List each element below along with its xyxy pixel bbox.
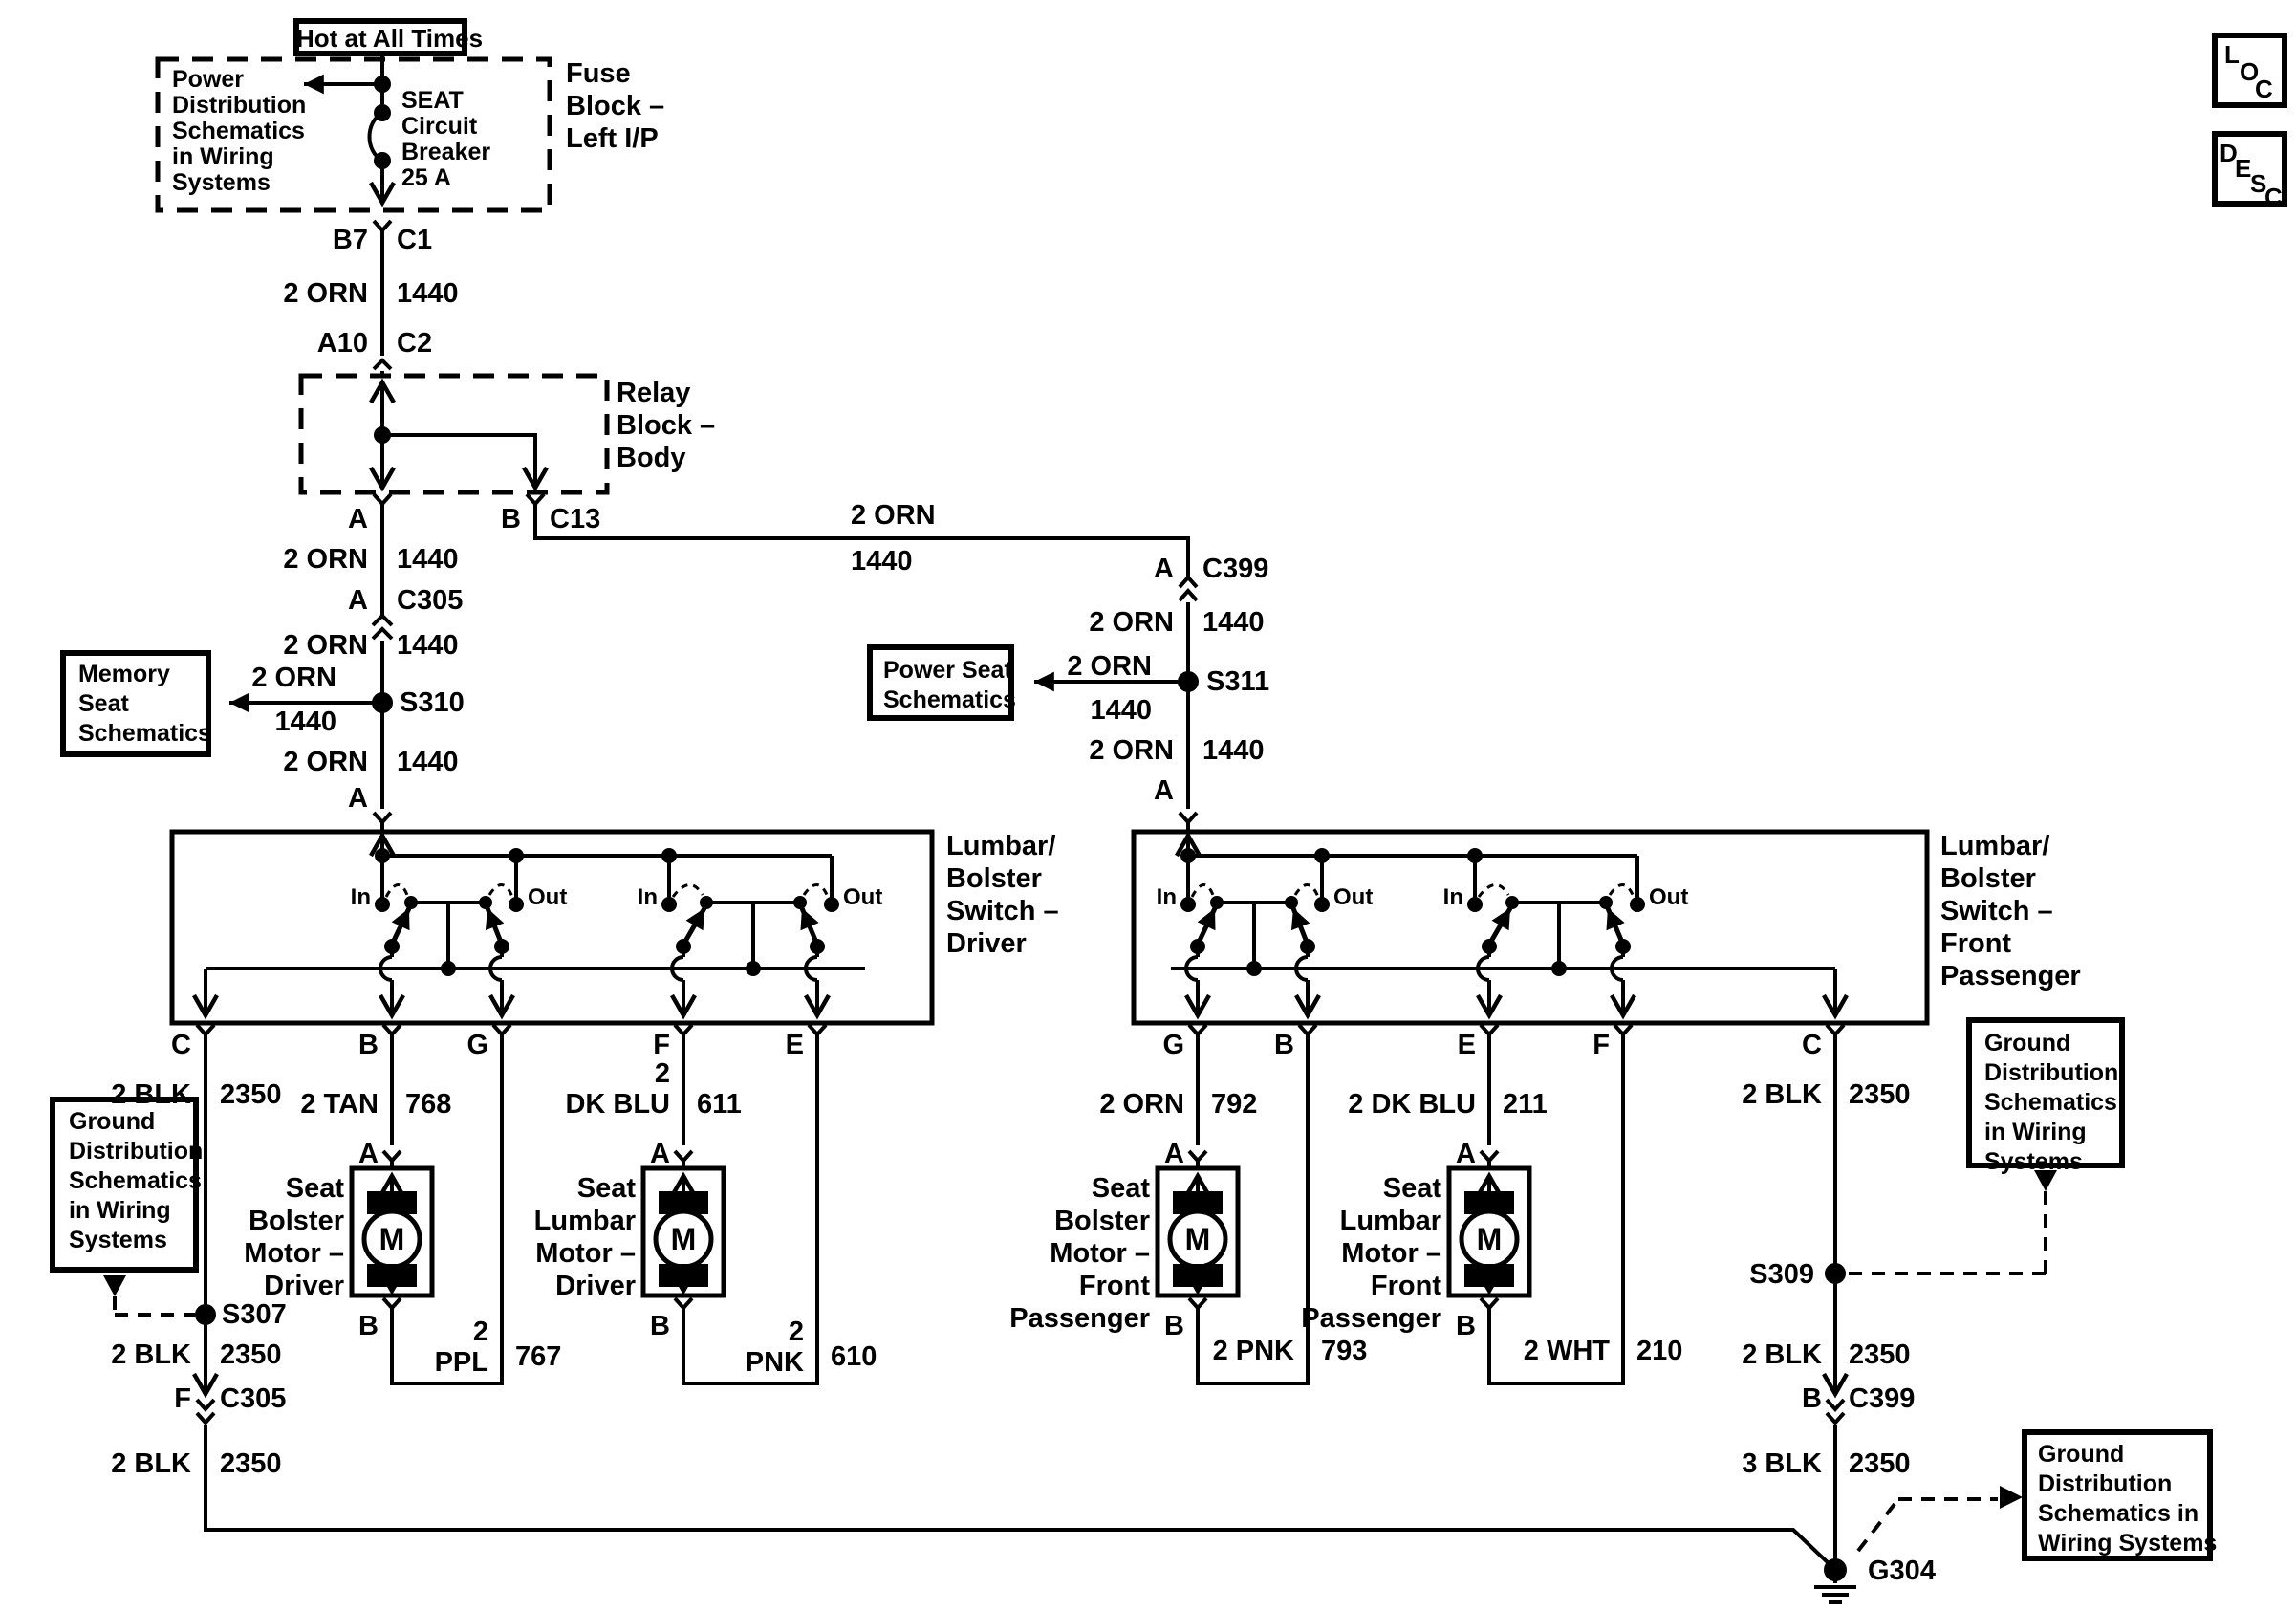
fuse-block-title: Fuse [566,58,631,89]
memory-seat-ref-line: Seat [78,690,129,717]
wire-color-label: 2 DK BLU [1348,1089,1476,1120]
desc-letter: C [2264,183,2283,211]
wire-color-label: 2 BLK [111,1079,191,1110]
motor-pin-a-label: A [650,1139,670,1169]
passenger-switch-outline [1134,832,1927,1023]
connector-c305-label: C305 [220,1383,287,1414]
connector-c1-label: C1 [397,225,433,255]
passenger-switch-title: Front [1940,928,2012,959]
connector-c2-label: C2 [397,328,433,359]
wire-color-label: 2 ORN [283,747,368,777]
switch-out-label: Out [843,884,883,910]
switch-in-label: In [1442,884,1463,910]
ground-ref-line: in Wiring [69,1197,171,1224]
wire-circuit-label: 792 [1211,1089,1258,1120]
wire-color-label: 2 ORN [283,544,368,575]
desc-letter: D [2220,139,2238,167]
wire-circuit-label: 1440 [397,278,459,309]
fuse-block-title: Block – [566,91,665,121]
passenger-switch-title: Bolster [1940,863,2036,894]
wire-color-label: 2 ORN [1067,651,1152,682]
power-dist-ref-line: Systems [172,169,271,196]
wire-color-label: 2 BLK [1742,1339,1822,1370]
lumbar-motor-driver-title: Lumbar [533,1206,636,1236]
wire-circuit-label: 1440 [397,747,459,777]
splice-s310-label: S310 [400,687,465,718]
ground-ref-line: Ground [69,1108,156,1135]
bolster-motor-driver-title: Bolster [249,1206,344,1236]
ground-ref-line: Schematics [69,1167,202,1194]
lumbar-motor-passenger-title: Lumbar [1339,1206,1441,1236]
bolster-motor-passenger-title: Seat [1091,1173,1150,1204]
passenger-pin-c-label: C [1802,1030,1822,1060]
connector-c13-label: C13 [550,504,601,534]
power-dist-ref-line: in Wiring [172,143,274,170]
pin-a-label: A [348,585,368,616]
ground-ref-line: Distribution [2038,1470,2173,1497]
pin-f-label: F [174,1383,191,1414]
passenger-switch-title: Passenger [1940,961,2081,991]
wire-circuit-label: 1440 [1202,735,1265,766]
driver-pin-b-label: B [358,1030,379,1060]
ground-ref-line: Ground [2038,1441,2125,1468]
lumbar-motor-passenger-title: Seat [1382,1173,1441,1204]
passenger-switch-title: Switch – [1940,896,2053,926]
memory-seat-ref-line: Memory [78,661,170,687]
relay-block-outline [301,376,607,504]
feed-wire [374,221,391,377]
driver-pin-c-label: C [171,1030,191,1060]
motor-m-letter: M [670,1222,697,1256]
wire-circuit-label: 1440 [274,707,336,737]
pin-a-label: A [1154,554,1174,584]
wire-color-label: PNK [745,1347,804,1378]
ground-g304-label: G304 [1868,1556,1936,1586]
power-seat-ref-line: Power Seat [883,657,1012,684]
wire-circuit-label: 768 [405,1089,452,1120]
switch-in-label: In [1156,884,1177,910]
pin-a10-label: A10 [316,328,368,359]
loc-letter: O [2240,57,2260,86]
pin-b7-label: B7 [332,225,368,255]
pin-a-label: A [348,783,368,814]
wire-circuit-label: 1440 [397,544,459,575]
fuse-block-title: Left I/P [566,123,659,154]
driver-switch-outline [172,832,932,1023]
bolster-motor-driver-title: Seat [285,1173,344,1204]
motor-pin-a-label: A [1456,1139,1476,1169]
wire-circuit-label: 1440 [1202,607,1265,638]
ground-ref-line: Ground [1984,1030,2071,1056]
ground-ref-line: Distribution [1984,1059,2119,1086]
memory-seat-ref-line: Schematics [78,720,211,747]
wire-circuit-label: 210 [1636,1336,1683,1366]
circuit-breaker-label: 25 A [401,164,451,191]
wire-circuit-label: 211 [1503,1089,1548,1120]
wire-color-label: 2 ORN [283,278,368,309]
loc-letter: C [2255,75,2273,103]
wire-circuit-label: 2350 [1849,1339,1911,1370]
driver-switch-title: Lumbar/ [946,831,1056,861]
connector-c399-label: C399 [1849,1383,1916,1414]
ground-ref-line: Distribution [69,1138,204,1165]
splice-s309-label: S309 [1749,1259,1814,1290]
driver-pin-f-label: F [653,1030,670,1060]
driver-pin-e-label: E [785,1030,804,1060]
power-dist-ref-line: Power [172,66,245,93]
wire-color-label: 2 WHT [1523,1336,1610,1366]
power-dist-ref-line: Schematics [172,118,305,144]
ground-symbol-g304 [1814,1560,1856,1602]
circuit-breaker-label: Breaker [401,139,491,165]
relay-pin-a-label: A [348,504,368,534]
wire-color-label: DK BLU [565,1089,670,1120]
switch-in-label: In [350,884,371,910]
wire-circuit-label: 2350 [220,1339,282,1370]
driver-switch-title: Driver [946,928,1027,959]
power-seat-ref-line: Schematics [883,686,1016,713]
driver-switch-title: Switch – [946,896,1059,926]
switch-out-label: Out [1649,884,1689,910]
wire-color-label: PPL [434,1347,488,1378]
passenger-pin-b-label: B [1274,1030,1294,1060]
wire-circuit-label: 1440 [397,630,459,661]
passenger-pin-f-label: F [1592,1030,1610,1060]
bolster-motor-passenger-title: Passenger [1009,1303,1150,1334]
wire-color-label: 2 ORN [1099,1089,1184,1120]
wire-color-label: 2 ORN [851,500,936,531]
wire-color-label: 3 BLK [1742,1448,1822,1479]
pin-b-label: B [1802,1383,1822,1414]
lumbar-motor-driver-title: Motor – [535,1238,636,1269]
wire-color-label: 2 ORN [283,630,368,661]
passenger-ground-wire [1827,1034,1844,1562]
lumbar-motor-passenger-title: Passenger [1301,1303,1441,1334]
ground-ref-line: in Wiring [1984,1119,2087,1145]
switch-out-label: Out [528,884,568,910]
ground-ref-line: Systems [1984,1148,2083,1175]
wire-circuit-label: 2350 [220,1079,282,1110]
wire-circuit-label: 2350 [220,1448,282,1479]
switch-in-label: In [637,884,658,910]
wire-color-label: 2 [654,1058,670,1089]
wire-circuit-label: 793 [1321,1336,1368,1366]
relay-block-title: Relay [617,378,691,408]
relay-block-title: Body [617,443,686,473]
splice-s311-label: S311 [1206,666,1270,697]
connector-c305-label: C305 [397,585,464,616]
connector-c399-label: C399 [1202,554,1269,584]
desc-letter: E [2235,154,2252,183]
lumbar-motor-passenger-title: Front [1370,1271,1441,1301]
wire-circuit-label: 611 [697,1089,742,1120]
ground-ref-line: Schematics in [2038,1500,2199,1527]
bolster-motor-passenger-title: Bolster [1054,1206,1150,1236]
pin-a-label: A [1154,775,1174,806]
ground-ref-upper-right [1846,1020,2122,1274]
ground-ref-line: Systems [69,1227,167,1253]
circuit-breaker-label: Circuit [401,113,478,140]
splice-s307-label: S307 [222,1299,287,1330]
wire-circuit-label: 2350 [1849,1448,1911,1479]
motor-pin-b-label: B [358,1311,379,1341]
bolster-motor-driver-title: Motor – [244,1238,344,1269]
wire-circuit-label: 1440 [851,546,913,577]
lumbar-motor-passenger-title: Motor – [1341,1238,1441,1269]
wire-color-label: 2 PNK [1212,1336,1294,1366]
switch-out-label: Out [1333,884,1374,910]
motor-pin-b-label: B [650,1311,670,1341]
passenger-pin-g-label: G [1162,1030,1184,1060]
passenger-switch-title: Lumbar/ [1940,831,2050,861]
wire-color-label: 2 BLK [1742,1079,1822,1110]
wire-circuit-label: 2350 [1849,1079,1911,1110]
lumbar-motor-driver-title: Driver [555,1271,636,1301]
motor-pin-b-label: B [1456,1311,1476,1341]
bolster-motor-passenger-title: Front [1078,1271,1150,1301]
hot-at-all-times-label: Hot at All Times [296,24,484,53]
driver-switch-title: Bolster [946,863,1042,894]
ground-ref-line: Wiring Systems [2038,1530,2218,1557]
ground-ref-line: Schematics [1984,1089,2117,1116]
driver-pin-g-label: G [466,1030,488,1060]
wire-color-label: 2 [788,1317,804,1347]
bolster-motor-driver-title: Driver [264,1271,344,1301]
wire-color-label: 2 ORN [1089,607,1174,638]
motor-m-letter: M [1184,1222,1211,1256]
relay-block-title: Block – [617,410,716,441]
circuit-breaker-label: SEAT [401,87,464,114]
wire-color-label: 2 TAN [300,1089,379,1120]
wire-color-label: 2 ORN [251,663,336,693]
motor-pin-a-label: A [1164,1139,1184,1169]
bolster-motor-passenger-title: Motor – [1050,1238,1150,1269]
wire-color-label: 2 ORN [1089,735,1174,766]
motor-pin-a-label: A [358,1139,379,1169]
power-dist-ref-line: Distribution [172,92,307,119]
motor-m-letter: M [1476,1222,1503,1256]
wire-circuit-label: 767 [515,1341,562,1372]
passenger-pin-e-label: E [1457,1030,1476,1060]
loc-letter: L [2224,40,2240,69]
desc-letter: S [2250,169,2267,198]
wire-circuit-label: 610 [831,1341,877,1372]
wire-circuit-label: 1440 [1090,695,1152,726]
wire-color-label: 2 BLK [111,1448,191,1479]
wire-color-label: 2 BLK [111,1339,191,1370]
motor-pin-b-label: B [1164,1311,1184,1341]
wire-color-label: 2 [472,1317,488,1347]
motor-m-letter: M [379,1222,405,1256]
lumbar-motor-driver-title: Seat [576,1173,636,1204]
relay-pin-b-label: B [501,504,521,534]
